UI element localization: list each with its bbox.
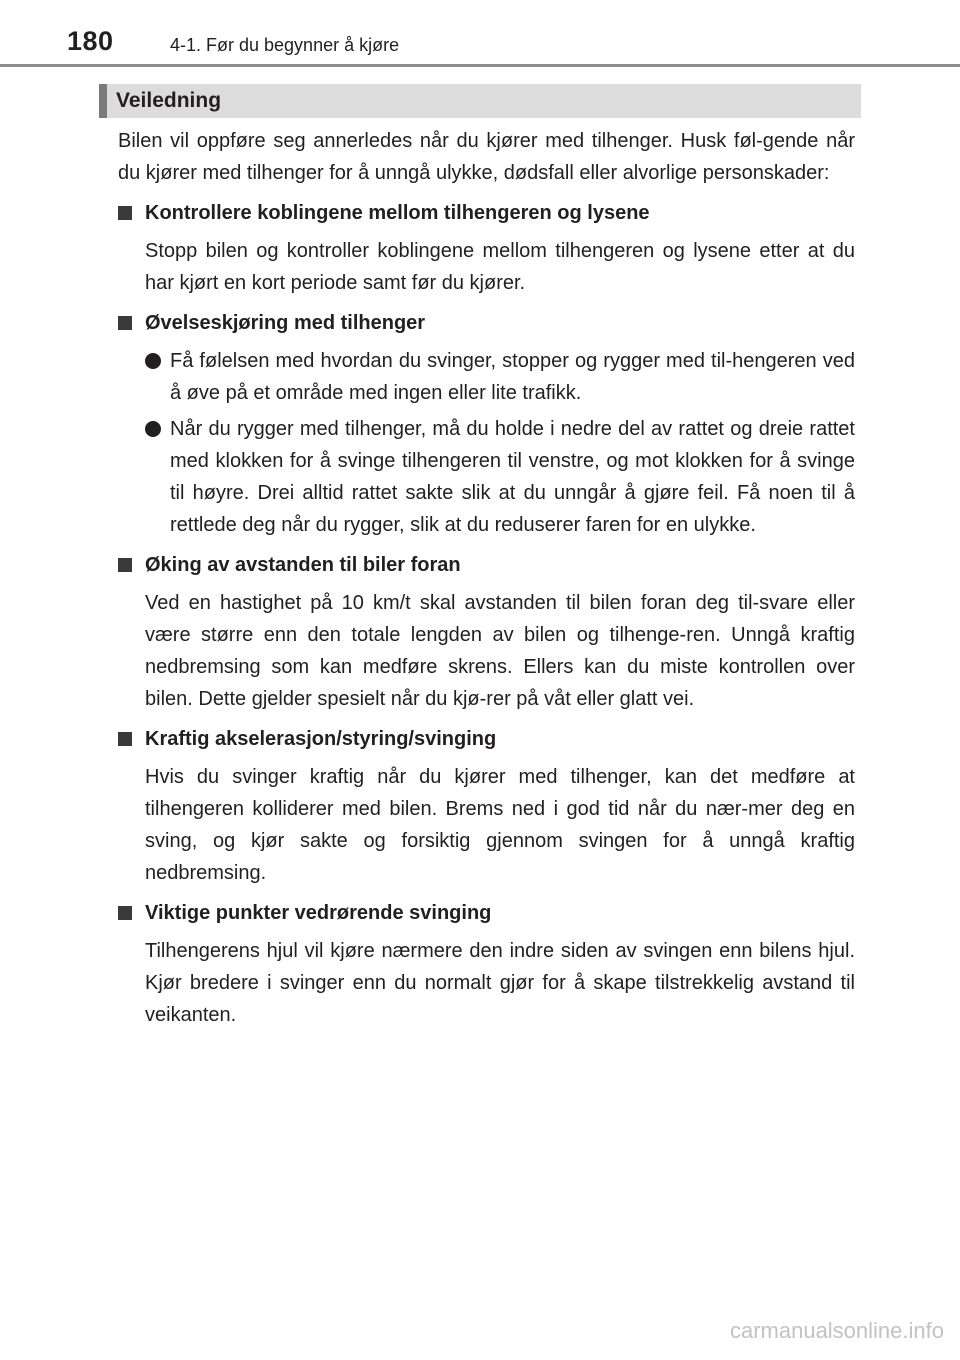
subsection-heading-text: Viktige punkter vedrørende svinging (145, 902, 492, 924)
round-bullet-icon (145, 421, 161, 437)
subsection-acceleration (118, 723, 855, 889)
subsection-body: Ved en hastighet på 10 km/t skal avstanden til bilen foran deg til-svare eller være større enn den totale lengden av bilen og tilhenge-ren. Unngå kraftig nedbremsing som kan medføre skrens. Ellers kan du miste kontrollen over bilen. Dette gjelder spesielt når du kjø-rer på våt eller glatt vei. (145, 592, 855, 710)
bullet-item (118, 345, 855, 409)
section-title-bar (99, 84, 861, 118)
round-bullet-icon (145, 353, 161, 369)
subsection-connections (118, 197, 855, 299)
subsection-body: Tilhengerens hjul vil kjøre nærmere den indre siden av svingen enn bilens hjul. Kjør bredere i svinger enn du normalt gjør for å skape tilstrekkelig avstand til veikanten. (145, 940, 855, 1026)
subsection-heading (118, 723, 855, 755)
section-bar-accent (99, 84, 107, 118)
bullet-list (118, 345, 855, 541)
subsection-distance (118, 549, 855, 715)
chapter-title: 4-1. Før du begynner å kjøre (170, 35, 400, 55)
page-number: 180 (67, 26, 114, 56)
page-content (118, 125, 855, 1039)
subsection-heading (118, 197, 855, 229)
intro-paragraph: Bilen vil oppføre seg annerledes når du kjører med tilhenger. Husk føl-gende når du kjører med tilhenger for å unngå ulykke, dødsfall eller alvorlige personskader: (118, 130, 855, 184)
header-rule (0, 64, 960, 67)
subsection-body: Stopp bilen og kontroller koblingene mellom tilhengeren og lysene etter at du har kjørt en kort periode samt før du kjører. (145, 240, 855, 294)
square-bullet-icon (118, 732, 132, 746)
subsection-heading (118, 307, 855, 339)
square-bullet-icon (118, 558, 132, 572)
watermark-text: carmanualsonline.info (729, 1318, 944, 1343)
square-bullet-icon (118, 206, 132, 220)
section-title: Veiledning (116, 89, 222, 112)
subsection-practice (118, 307, 855, 541)
subsection-body: Hvis du svinger kraftig når du kjører med tilhenger, kan det medføre at tilhengeren kolliderer med bilen. Brems ned i god tid når du nær-mer deg en sving, og kjør sakte og forsiktig gjennom svingen for å unngå kraftig nedbremsing. (145, 766, 855, 884)
subsection-heading-text: Kraftig akselerasjon/styring/svinging (145, 728, 497, 750)
subsection-heading (118, 549, 855, 581)
bullet-item (118, 413, 855, 541)
square-bullet-icon (118, 316, 132, 330)
bullet-text: Få følelsen med hvordan du svinger, stopper og rygger med til-hengeren ved å øve på et område med ingen eller lite trafikk. (170, 350, 855, 404)
square-bullet-icon (118, 906, 132, 920)
subsection-heading (118, 897, 855, 929)
subsection-heading-text: Kontrollere koblingene mellom tilhengeren og lysene (145, 202, 650, 224)
subsection-turning (118, 897, 855, 1031)
page-header (0, 0, 960, 70)
subsection-heading-text: Øking av avstanden til biler foran (145, 554, 461, 576)
bullet-text: Når du rygger med tilhenger, må du holde i nedre del av rattet og dreie rattet med klokken for å svinge tilhengeren til venstre, og mot klokken for å svinge til høyre. Drei alltid rattet sakte slik at du unngår å gjøre feil. Få noen til å rettlede deg når du rygger, slik at du reduserer faren for en ulykke. (170, 418, 855, 536)
subsection-heading-text: Øvelseskjøring med tilhenger (145, 312, 426, 334)
